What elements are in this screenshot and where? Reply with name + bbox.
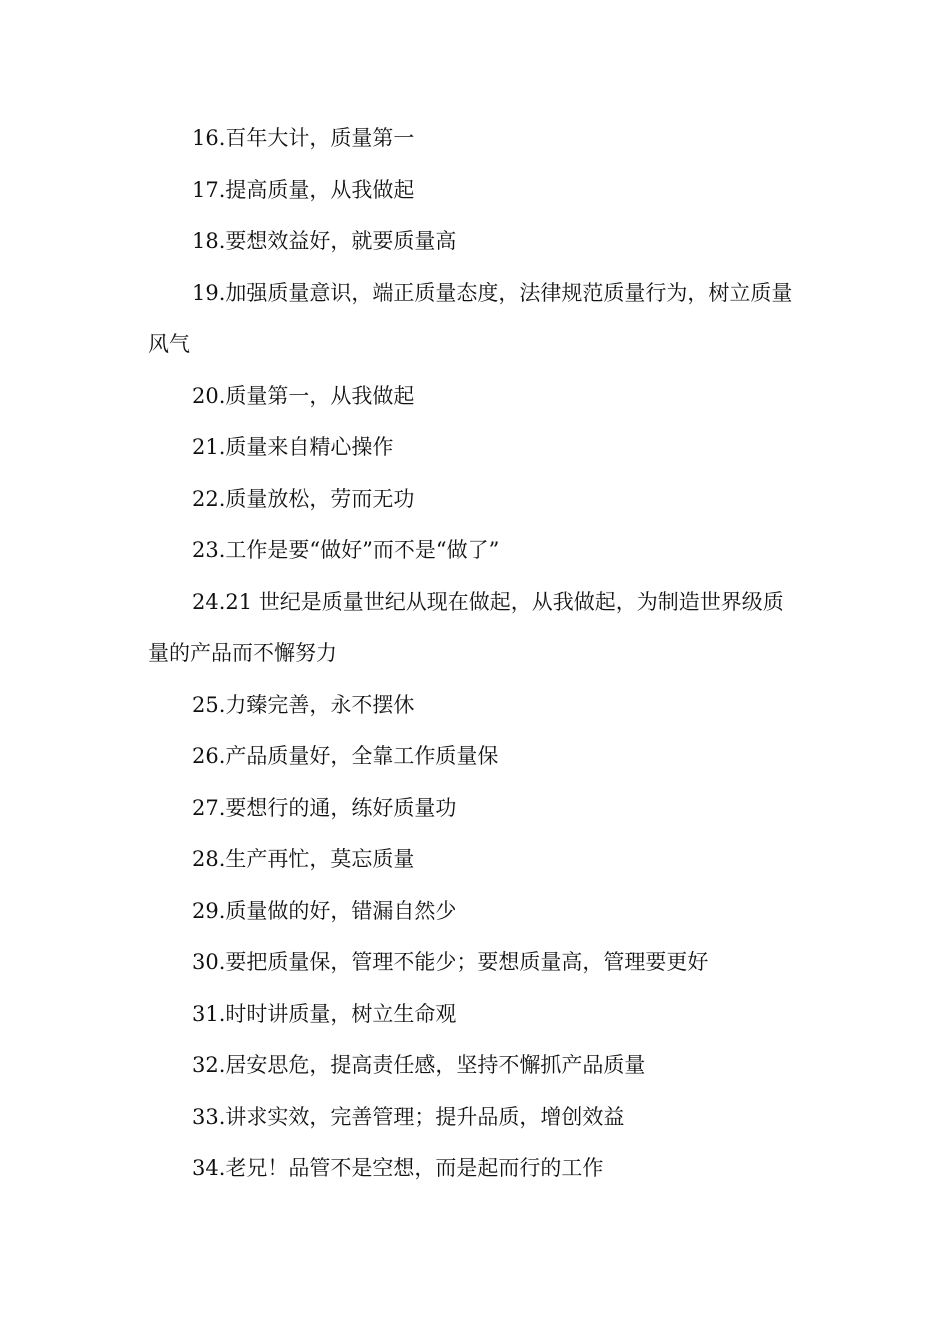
list-item: 24.21 世纪是质量世纪从现在做起，从我做起，为制造世界级质量的产品而不懈努力: [148, 589, 784, 665]
list-item: 31.时时讲质量，树立生命观: [192, 1001, 457, 1026]
slogan-list: [148, 113, 802, 1195]
list-item: 22.质量放松，劳而无功: [192, 486, 415, 511]
list-item: 33.讲求实效，完善管理；提升品质，增创效益: [192, 1104, 625, 1129]
list-item: 17.提高质量，从我做起: [192, 177, 415, 202]
list-item: 16.百年大计，质量第一: [192, 126, 415, 150]
list-item: 27.要想行的通，练好质量功: [192, 795, 457, 820]
list-item: 21.质量来自精心操作: [192, 435, 394, 459]
list-item: 30.要把质量保，管理不能少；要想质量高，管理要更好: [192, 950, 709, 974]
list-item: 19.加强质量意识，端正质量态度，法律规范质量行为，树立质量风气: [148, 280, 793, 356]
list-item: 26.产品质量好，全靠工作质量保: [192, 744, 499, 768]
list-item: 28.生产再忙，莫忘质量: [192, 847, 415, 871]
list-item: 25.力臻完善，永不摆休: [192, 692, 415, 717]
list-item: 20.质量第一，从我做起: [192, 383, 415, 408]
list-item: 29.质量做的好，错漏自然少: [192, 898, 457, 923]
list-item: 23.工作是要“做好”而不是“做了”: [192, 538, 500, 562]
list-item: 18.要想效益好，就要质量高: [192, 229, 457, 253]
list-item: 32.居安思危，提高责任感，坚持不懈抓产品质量: [192, 1053, 646, 1077]
list-item: 34.老兄！品管不是空想，而是起而行的工作: [192, 1156, 604, 1180]
